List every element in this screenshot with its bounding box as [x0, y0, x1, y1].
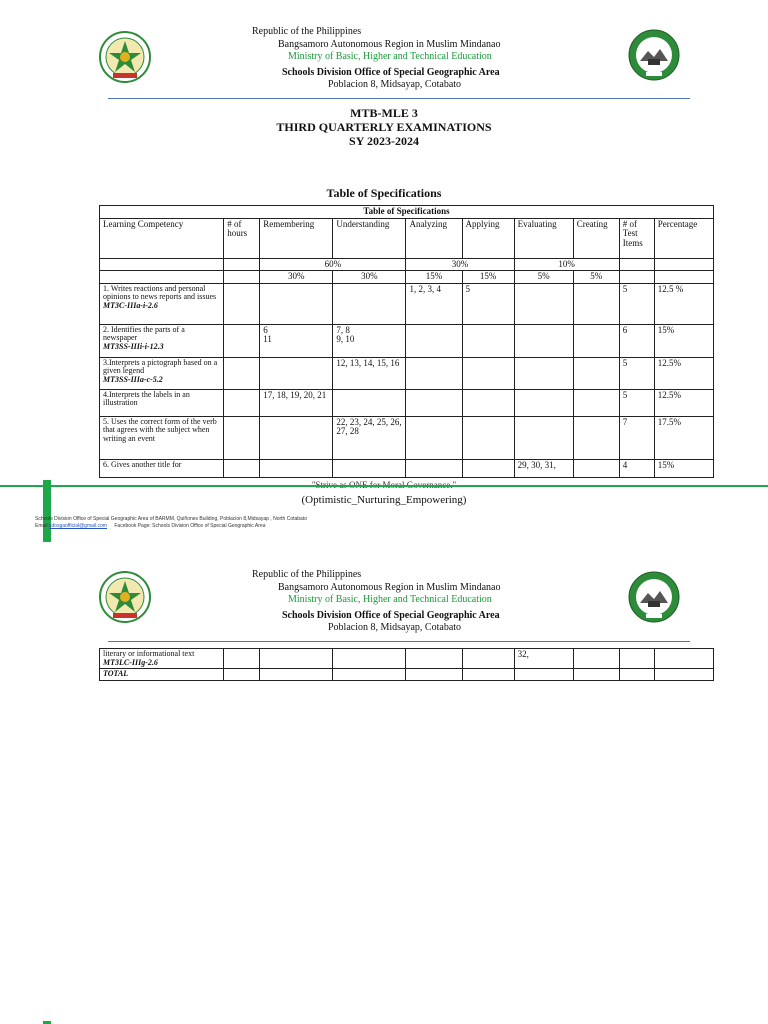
understanding-items	[333, 283, 406, 324]
evaluating-items	[514, 389, 573, 416]
letterhead-division-page2: Schools Division Office of Special Geographic Area	[282, 610, 500, 621]
competency-code: MT3SS-IIIa-c-5.2	[103, 374, 163, 384]
evaluating-items	[514, 283, 573, 324]
footer-one-acronym: (Optimistic_Nurturing_Empowering)	[301, 494, 467, 506]
letterhead-address-page2: Poblacion 8, Midsayap, Cotabato	[328, 622, 462, 633]
understanding-items: 7, 8 9, 10	[333, 324, 406, 357]
understanding-items	[333, 389, 406, 416]
sdo-sga-seal-logo	[628, 29, 680, 81]
percentage-value: 12.5%	[654, 389, 713, 416]
evaluating-items	[514, 357, 573, 389]
competency-code: MT3SS-IIIi-i-12.3	[103, 341, 164, 351]
creating-items	[573, 357, 619, 389]
hours-cell	[224, 459, 260, 477]
creating-items	[573, 459, 619, 477]
competency-text: literary or informational text	[103, 649, 195, 658]
total-label: TOTAL	[103, 669, 129, 678]
level-pct-remembering: 30%	[260, 271, 333, 284]
competency-text: 2. Identifies the parts of a newspaper	[103, 324, 185, 342]
hours-cell	[224, 389, 260, 416]
table-row	[100, 649, 714, 669]
header-evaluating: Evaluating	[514, 218, 573, 258]
percentage-value: 12.5%	[654, 357, 713, 389]
footer-green-rule	[0, 485, 768, 487]
test-items-count: 4	[619, 459, 654, 477]
letterhead-address: Poblacion 8, Midsayap, Cotabato	[328, 79, 462, 90]
evaluating-items: 32,	[514, 649, 573, 669]
percentage-value: 15%	[654, 324, 713, 357]
exam-school-year: SY 2023-2024	[349, 134, 419, 148]
understanding-items: 12, 13, 14, 15, 16	[333, 357, 406, 389]
header-understanding: Understanding	[333, 218, 406, 258]
table-row	[100, 324, 714, 357]
percentage-value: 12.5 %	[654, 283, 713, 324]
remembering-items	[260, 416, 333, 459]
analyzing-items: 1, 2, 3, 4	[406, 283, 462, 324]
evaluating-items: 29, 30, 31,	[514, 459, 573, 477]
footer-email-label: Email:	[35, 523, 49, 529]
remembering-items	[260, 357, 333, 389]
letterhead-region-page2: Bangsamoro Autonomous Region in Muslim Mindanao	[278, 582, 501, 593]
exam-subject: MTB-MLE 3	[350, 106, 418, 120]
table-of-specifications	[99, 205, 714, 478]
percentage-value: 15%	[654, 459, 713, 477]
analyzing-items	[406, 357, 462, 389]
barmm-seal-logo	[99, 31, 151, 83]
level-percent-row	[100, 271, 714, 284]
footer-motto: "Strive as ONE for Moral Governance."	[311, 480, 457, 490]
level-pct-analyzing: 15%	[406, 271, 462, 284]
header-creating: Creating	[573, 218, 619, 258]
table-row	[100, 416, 714, 459]
hours-cell	[224, 416, 260, 459]
header-analyzing: Analyzing	[406, 218, 462, 258]
group-pct-average: 30%	[406, 258, 514, 271]
creating-items	[573, 416, 619, 459]
test-items-count: 7	[619, 416, 654, 459]
letterhead-ministry-page2: Ministry of Basic, Higher and Technical Education	[288, 594, 492, 605]
remembering-items: 17, 18, 19, 20, 21	[260, 389, 333, 416]
analyzing-items	[406, 324, 462, 357]
competency-text: 3.Interprets a pictograph based on a given legend	[103, 357, 218, 375]
table-total-row	[100, 669, 714, 681]
footer-facebook: Facebook Page: Schools Division Office of Special Geographic Area	[114, 523, 266, 529]
letterhead-republic-page2: Republic of the Philippines	[252, 569, 362, 580]
test-items-count: 5	[619, 389, 654, 416]
evaluating-items	[514, 416, 573, 459]
creating-items	[573, 283, 619, 324]
group-percent-row	[100, 258, 714, 271]
competency-code: MT3LC-IIIg-2.6	[103, 657, 158, 667]
creating-items	[573, 324, 619, 357]
applying-items	[462, 389, 514, 416]
competency-text: 5. Uses the correct form of the verb that agrees with the subject when writing an event	[103, 416, 217, 443]
barmm-seal-logo-page2	[99, 571, 151, 623]
header-hours: # of hours	[224, 218, 260, 258]
competency-text: 4.Interprets the labels in an illustration	[103, 389, 190, 407]
header-remembering: Remembering	[260, 218, 333, 258]
hours-cell	[224, 357, 260, 389]
header-learning-competency: Learning Competency	[100, 218, 224, 258]
letterhead-divider	[108, 98, 690, 99]
competency-text: 6. Gives another title for	[103, 459, 182, 469]
header-test-items: # of Test Items	[619, 218, 654, 258]
evaluating-items	[514, 324, 573, 357]
applying-items	[462, 324, 514, 357]
letterhead-region: Bangsamoro Autonomous Region in Muslim Mindanao	[278, 39, 501, 50]
header-applying: Applying	[462, 218, 514, 258]
understanding-items	[333, 459, 406, 477]
competency-text: 1. Writes reactions and personal opinions to news reports and issues	[103, 283, 217, 301]
letterhead-ministry: Ministry of Basic, Higher and Technical Education	[288, 51, 492, 62]
footer-address: Schools Division Office of Special Geographic Area of BARMM, Quiñones Building, Poblacion 8,Midsayap , North Cotabato	[35, 516, 307, 522]
table-caption: Table of Specifications	[100, 206, 714, 219]
group-pct-difficult: 10%	[514, 258, 619, 271]
level-pct-creating: 5%	[573, 271, 619, 284]
remembering-items	[260, 283, 333, 324]
understanding-items: 22, 23, 24, 25, 26, 27, 28	[333, 416, 406, 459]
table-row	[100, 357, 714, 389]
tos-heading: Table of Specifications	[326, 186, 442, 200]
percentage-value: 17.5%	[654, 416, 713, 459]
applying-items	[462, 459, 514, 477]
test-items-count: 5	[619, 283, 654, 324]
letterhead-division: Schools Division Office of Special Geographic Area	[282, 67, 500, 78]
applying-items	[462, 416, 514, 459]
sdo-sga-seal-logo-page2	[628, 571, 680, 623]
applying-items	[462, 357, 514, 389]
letterhead-divider-page2	[108, 641, 690, 642]
applying-items: 5	[462, 283, 514, 324]
level-pct-evaluating: 5%	[514, 271, 573, 284]
header-percentage: Percentage	[654, 218, 713, 258]
test-items-count: 5	[619, 357, 654, 389]
level-pct-applying: 15%	[462, 271, 514, 284]
remembering-items: 6 11	[260, 324, 333, 357]
footer-green-accent	[43, 480, 51, 542]
footer-email-link[interactable]: sdosgaofficial@gmail.com	[48, 523, 107, 529]
hours-cell	[224, 283, 260, 324]
table-header-row	[100, 218, 714, 258]
letterhead-republic: Republic of the Philippines	[252, 26, 362, 37]
analyzing-items	[406, 389, 462, 416]
creating-items	[573, 389, 619, 416]
exam-name: THIRD QUARTERLY EXAMINATIONS	[276, 120, 492, 134]
remembering-items	[260, 459, 333, 477]
table-row	[100, 283, 714, 324]
analyzing-items	[406, 416, 462, 459]
table-row	[100, 459, 714, 477]
group-pct-easy: 60%	[260, 258, 406, 271]
level-pct-understanding: 30%	[333, 271, 406, 284]
test-items-count: 6	[619, 324, 654, 357]
analyzing-items	[406, 459, 462, 477]
table-of-specifications-continued	[99, 648, 714, 681]
hours-cell	[224, 324, 260, 357]
table-row	[100, 389, 714, 416]
competency-code: MT3C-IIIa-i-2.6	[103, 300, 158, 310]
